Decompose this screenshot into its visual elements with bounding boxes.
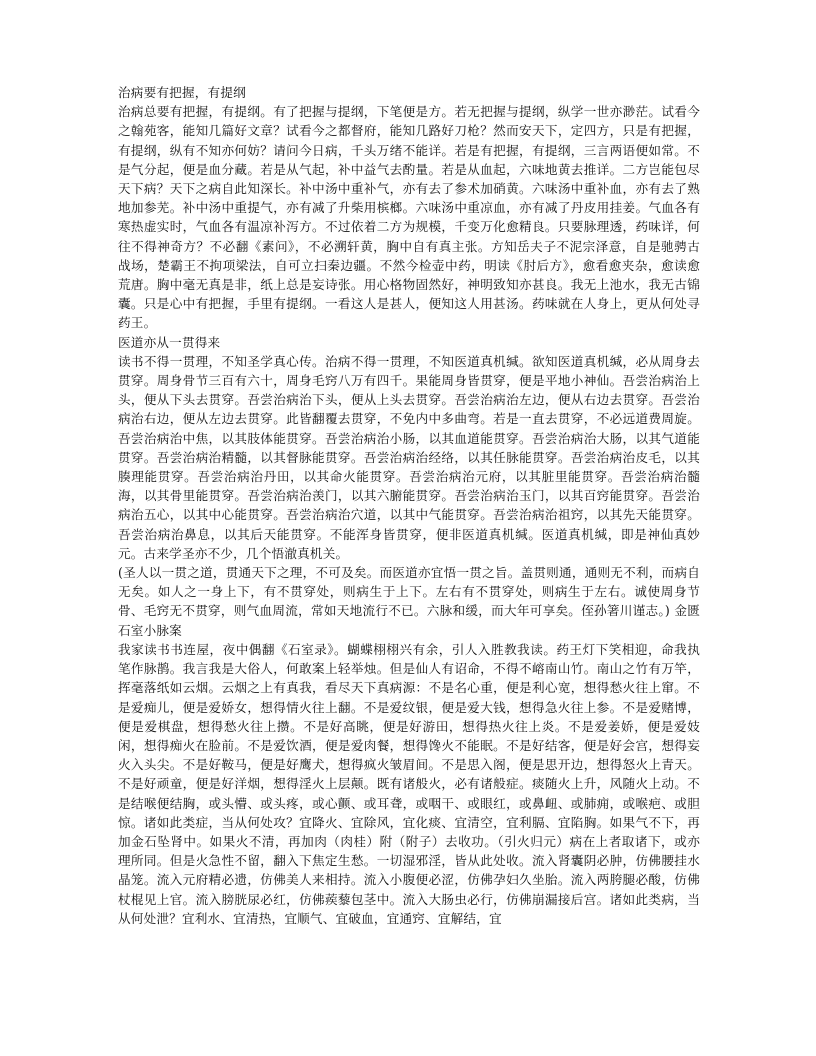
body-paragraph-grasp: 治病总要有把握，有提纲。有了把握与提纲，下笔便是方。若无把握与提纲，纵学一世亦渺茫。试看今之翰苑客，能知几篇好文章？试看今之都督府，能知几路好刀枪？然而安天下，定四方，只是有把握，有提纲，纵有不知亦何妨？请问今日病，千头万绪不能详。若是有把握，有提纲，三言两语便如常。不是气分起，便是血分藏。若是从气起，补中益气去酌量。若是从血起，六味地黄去推详。二方岂能包尽天下病？天下之病自此知深长。补中汤中重补气，亦有去了参术加硝黄。六味汤中重补血，亦有去了熟地加参芜。补中汤中重提气，亦有减了升柴用槟榔。六味汤中重凉血，亦有减了丹皮用挂姜。气血各有寒热虚实时，气血各有温凉补泻方。不过依着二方为规模，千变万化愈精良。只要脉理透，药味详，何往不得神奇方？不必翻《素问》，不必溯轩黄，胸中自有真主张。方知岳夫子不泥宗泽意，自是驰骋古战场，楚霸王不拘项梁法，自可立扫秦边疆。不然今检壶中药，明读《肘后方》，愈看愈夹杂，愈读愈荒唐。胸中毫无真是非，纸上总是妄诗张。用心格物固然好，神明致知亦甚良。我无上池水，我无古锦囊。只是心中有把握，手里有提纲。一看这人是甚人，便知这人用甚汤。药味就在人身上，更从何处寻药王。	[118, 104, 700, 331]
commentary-paragraph: (圣人以一贯之道，贯通天下之理，不可及矣。而医道亦宜悟一贯之旨。盖贯则通，通则无不利，而病自无矣。如人之一身上下，有不贯穿处，则病生于上下。左右有不贯穿处，则病生于左右。诚使周身节骨、毛窍无不贯穿，则气血周流，常如天地流行不已。六脉和缓，而大年可享矣。侄孙箸川谨志。) 金匮石室小脉案	[118, 565, 700, 638]
section-heading-grasp: 治病要有把握，有提纲	[118, 85, 246, 100]
body-paragraph-consistency: 读书不得一贯理，不知圣学真心传。治病不得一贯理，不知医道真机缄。欲知医道真机缄，必从周身去贯穿。周身骨节三百有六十，周身毛窍八万有四千。果能周身皆贯穿，便是平地小神仙。吾尝治病治上头，便从下头去贯穿。吾尝治病治下头，便从上头去贯穿。吾尝治病治左边，便从右边去贯穿。吾尝治病治右边，便从左边去贯穿。此皆翻覆去贯穿，不免内中多曲弯。若是一直去贯穿，不必远道费周旋。吾尝治病治中焦，以其肢体能贯穿。吾尝治病治小肠，以其血道能贯穿。吾尝治病治大肠，以其气道能贯穿。吾尝治病治精髓，以其督脉能贯穿。吾尝治病治经络，以其任脉能贯穿。吾尝治病治皮毛，以其腠理能贯穿。吾尝治病治丹田，以其命火能贯穿。吾尝治病治元府，以其脏里能贯穿。吾尝治病治髓海，以其骨里能贯穿。吾尝治病治羡门，以其六腑能贯穿。吾尝治病治玉门，以其百窍能贯穿。吾尝治病治五心，以其中心能贯穿。吾尝治病治穴道，以其中气能贯穿。吾尝治病治祖窍，以其先天能贯穿。吾尝治病治鼻息，以其后天能贯穿。不能浑身皆贯穿，便非医道真机缄。医道真机缄，即是神仙真妙元。古来学圣亦不少，几个悟澈真机关。	[118, 353, 700, 561]
body-paragraph-pulse-case: 我家读书书连屋，夜中偶翻《石室录》。蝴蝶栩栩兴有余，引人入胜教我读。药王灯下笑相迎，命我执笔作脉鹊。我言我是大俗人，何敢案上轻举烛。但是仙人有诏命，不得不嵱南山竹。南山之竹有万竿，挥毫落纸如云烟。云烟之上有真我，看尽天下真病源：不是名心重，便是利心宽，想得愁火往上窜。不是爱痴儿，便是爱娇女，想得情火往上翻。不是爱纹银，便是爱大钱，想得急火往上参。不是爱赌博，便是爱棋盘，想得愁火往上攒。不是好高眺，便是好游田，想得热火往上炎。不是爱姜娇，便是爱妓闲，想得痴火在脸前。不是爱饮酒，便是爱肉餐，想得馋火不能眠。不是好结客，便是好会宫，想得妄火入头尖。不是好鞍马，便是好鹰犬，想得疯火皱眉间。不是思入阁，便是思开边，想得怒火上青天。不是好顽童，便是好洋烟，想得淫火上层颠。既有诸般火，必有诸般症。痰随火上升，风随火上动。不是结喉便结胸，或头懵、或头疼，或心颤、或耳聋，或咽干、或眼红，或鼻衄、或肺痈，或喉疤、或胆惊。诸如此类症，当从何处攻？宜降火、宜除风，宜化痰、宜清空，宜利膈、宜陷胸。如果气不下，再加金石坠肾中。如果火不清，再加肉（肉桂）附（附子）去收功。（引火归元）病在上者取诸下，或亦理所同。但是火急性不留，翻入下焦定生愁。一切湿邪淫，皆从此处收。流入肾囊阴必肿，仿佛腰挂水晶笼。流入元府精必遗，仿佛美人来相持。流入小腹便必涩，仿佛孕妇久坐胎。流入两胯腿必酸，仿佛杖棍见上官。流入膀胱尿必红，仿佛蒺藜包茎中。流入大肠虫必行，仿佛崩漏接后宫。诸如此类病，当从何处泄？宜利水、宜清热，宜顺气、宜破血，宜通窍、宜解结，宜	[118, 641, 700, 926]
section-heading-consistency: 医道亦从一贯得来	[118, 334, 221, 350]
document-page	[118, 83, 700, 928]
